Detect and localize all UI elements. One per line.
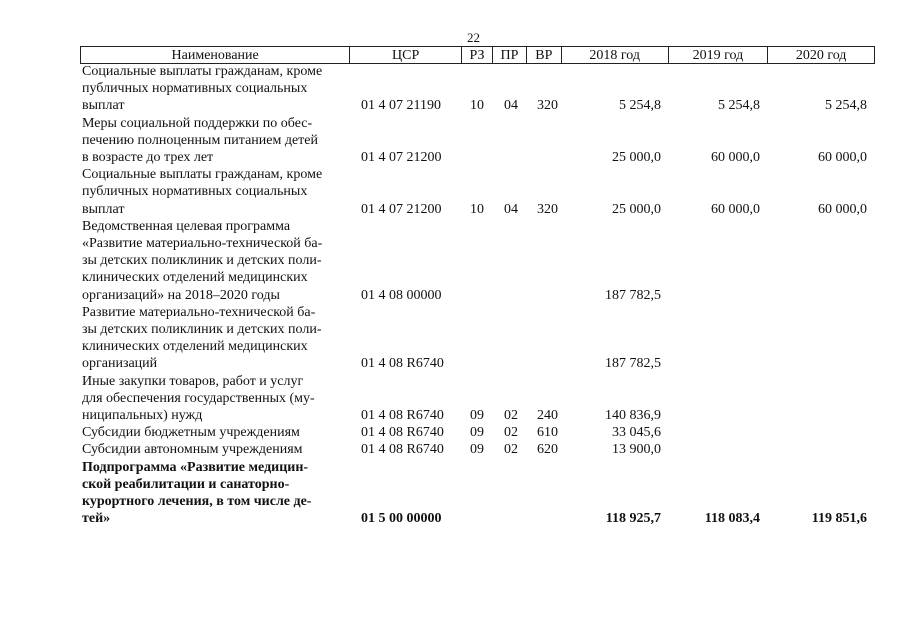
row-name-line: зы детских поликлиник и детских поли- [82, 321, 322, 337]
row-rz: 09 [470, 407, 484, 423]
row-pr: 04 [504, 98, 518, 114]
row-pr: 04 [504, 201, 518, 217]
row-2019: 5 254,8 [718, 98, 760, 114]
row-name [82, 304, 344, 373]
table-header [80, 46, 875, 64]
row-vr: 320 [537, 98, 558, 114]
row-name-line: публичных нормативных социальных [82, 184, 308, 200]
header-csr: ЦСР [350, 47, 462, 63]
row-2019: 60 000,0 [711, 201, 760, 217]
row-2020: 60 000,0 [818, 201, 867, 217]
row-pr: 02 [504, 407, 518, 423]
header-rz: РЗ [462, 47, 493, 63]
row-vr: 320 [537, 201, 558, 217]
row-rz: 09 [470, 425, 484, 441]
row-name [82, 373, 344, 425]
row-pr: 02 [504, 442, 518, 458]
row-name [82, 441, 344, 458]
row-2018: 33 045,6 [612, 425, 661, 441]
row-name-line: Субсидии автономным учреждениям [82, 442, 303, 458]
row-name-line: в возрасте до трех лет [82, 150, 214, 165]
row-csr: 01 4 08 R6740 [361, 425, 444, 441]
row-2018: 187 782,5 [605, 287, 661, 303]
table-row [0, 63, 905, 115]
row-name-line: для обеспечения государственных (му- [82, 390, 315, 406]
row-2018: 118 925,7 [605, 511, 661, 527]
row-2018: 13 900,0 [612, 442, 661, 458]
row-name-line: Ведомственная целевая программа [82, 218, 291, 234]
table-body [0, 63, 905, 527]
row-vr: 620 [537, 442, 558, 458]
row-csr: 01 4 07 21200 [361, 149, 442, 165]
row-rz: 10 [470, 98, 484, 114]
row-name-line: клинических отделений медицинских [82, 339, 308, 355]
row-name-line: клинических отделений медицинских [82, 270, 308, 286]
row-name-line: выплат [82, 201, 125, 217]
row-vr: 610 [537, 425, 558, 441]
header-pr: ПР [493, 47, 527, 63]
row-2018: 140 836,9 [605, 407, 661, 423]
header-name: Наименование [81, 47, 350, 63]
row-name-line: Подпрограмма «Развитие медицин- [82, 459, 309, 475]
table-row [0, 304, 905, 373]
row-name-line: курортного лечения, в том числе де- [82, 493, 312, 509]
row-csr: 01 4 07 21190 [361, 98, 441, 114]
row-name-line: выплат [82, 98, 125, 114]
row-name-line: «Развитие материально-технической ба- [82, 235, 323, 251]
row-name-line: организаций» на 2018–2020 годы [82, 287, 280, 303]
header-2019: 2019 год [669, 47, 769, 63]
row-2019: 60 000,0 [711, 149, 760, 165]
header-2018: 2018 год [562, 47, 669, 63]
row-name [82, 63, 344, 115]
row-rz: 10 [470, 201, 484, 217]
row-csr: 01 5 00 00000 [361, 511, 442, 527]
row-vr: 240 [537, 407, 558, 423]
table-row [0, 441, 905, 458]
page-number: 22 [467, 30, 480, 45]
row-csr: 01 4 07 21200 [361, 201, 442, 217]
row-rz: 09 [470, 442, 484, 458]
row-name [82, 166, 344, 218]
row-name-line: печению полноценным питанием детей [82, 132, 319, 148]
table-row [0, 424, 905, 441]
row-name-line: Социальные выплаты гражданам, кроме [82, 64, 323, 79]
table-row [0, 373, 905, 425]
row-name [82, 424, 344, 441]
row-name-line: публичных нормативных социальных [82, 81, 308, 97]
row-2018: 25 000,0 [612, 149, 661, 165]
row-2018: 5 254,8 [619, 98, 661, 114]
row-name-line: Социальные выплаты гражданам, кроме [82, 167, 323, 183]
header-2020: 2020 год [795, 48, 847, 63]
row-name-line: Иные закупки товаров, работ и услуг [82, 373, 304, 389]
row-2019: 118 083,4 [704, 511, 760, 527]
row-2020: 119 851,6 [811, 511, 867, 527]
row-name-line: ниципальных) нужд [82, 407, 203, 423]
row-2018: 187 782,5 [605, 356, 661, 372]
row-name [82, 218, 344, 304]
row-csr: 01 4 08 R6740 [361, 442, 444, 458]
row-csr: 01 4 08 R6740 [361, 356, 444, 372]
row-name-line: Развитие материально-технической ба- [82, 304, 316, 320]
table-row [0, 218, 905, 304]
row-name-line: Субсидии бюджетным учреждениям [82, 425, 300, 441]
row-2020: 5 254,8 [825, 98, 867, 114]
row-name-line: зы детских поликлиник и детских поли- [82, 253, 322, 269]
header-vr: ВР [527, 47, 562, 63]
row-name-line: тей» [82, 511, 111, 527]
table-row [0, 459, 905, 528]
row-csr: 01 4 08 00000 [361, 287, 442, 303]
row-pr: 02 [504, 425, 518, 441]
table-row [0, 166, 905, 218]
row-name-line: ской реабилитации и санаторно- [82, 476, 290, 492]
row-2018: 25 000,0 [612, 201, 661, 217]
row-csr: 01 4 08 R6740 [361, 407, 444, 423]
table-row [0, 115, 905, 167]
row-name-line: организаций [82, 356, 158, 372]
row-2020: 60 000,0 [818, 149, 867, 165]
row-name-line: Меры социальной поддержки по обес- [82, 115, 313, 131]
row-name [82, 459, 344, 528]
row-name [82, 115, 344, 167]
